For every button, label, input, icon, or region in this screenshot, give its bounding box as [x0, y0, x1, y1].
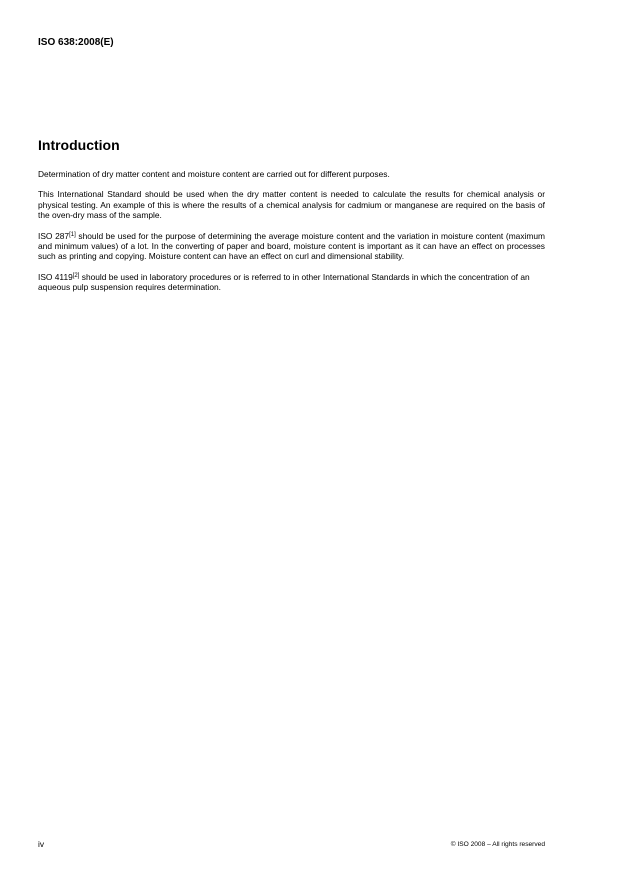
paragraph-purposes: Determination of dry matter content and moisture content are carried out for different purposes.: [38, 169, 390, 179]
paragraph-iso-287-text: should be used for the purpose of determining the average moisture content and the variation in moisture content (maximum and minimum values) of a lot. In the converting of paper and board, moisture content is important as it can have an effect on processes such as printing and copying. Moisture content can have an effect on curl and dimensional stability.: [38, 230, 545, 262]
paragraph-iso-4119-text: should be used in laboratory procedures or is referred to in other International Standards in which the concentration of an aqueous pulp suspension requires determination.: [38, 271, 530, 293]
paragraph-iso-4119: [38, 272, 545, 293]
standard-reference-iso-287: ISO 287: [38, 230, 70, 241]
section-body: [38, 169, 545, 303]
paragraph-iso-287: [38, 231, 545, 262]
document-code: ISO 638:2008(E): [38, 37, 114, 48]
paragraph-dry-matter-usage: This International Standard should be used when the dry matter content is needed to calculate the results for chemical analysis or physical testing. An example of this is where the results of a chemical analysis for cadmium or manganese are required on the basis of the oven-dry mass of the sample.: [38, 189, 545, 221]
citation-ref-1: [1]: [69, 231, 76, 238]
copyright-notice: © ISO 2008 – All rights reserved: [450, 841, 545, 848]
citation-ref-2: [2]: [72, 272, 80, 279]
page-number: iv: [38, 839, 45, 849]
section-title: Introduction: [38, 137, 120, 153]
standard-reference-iso-4119: ISO 4119: [38, 271, 73, 282]
